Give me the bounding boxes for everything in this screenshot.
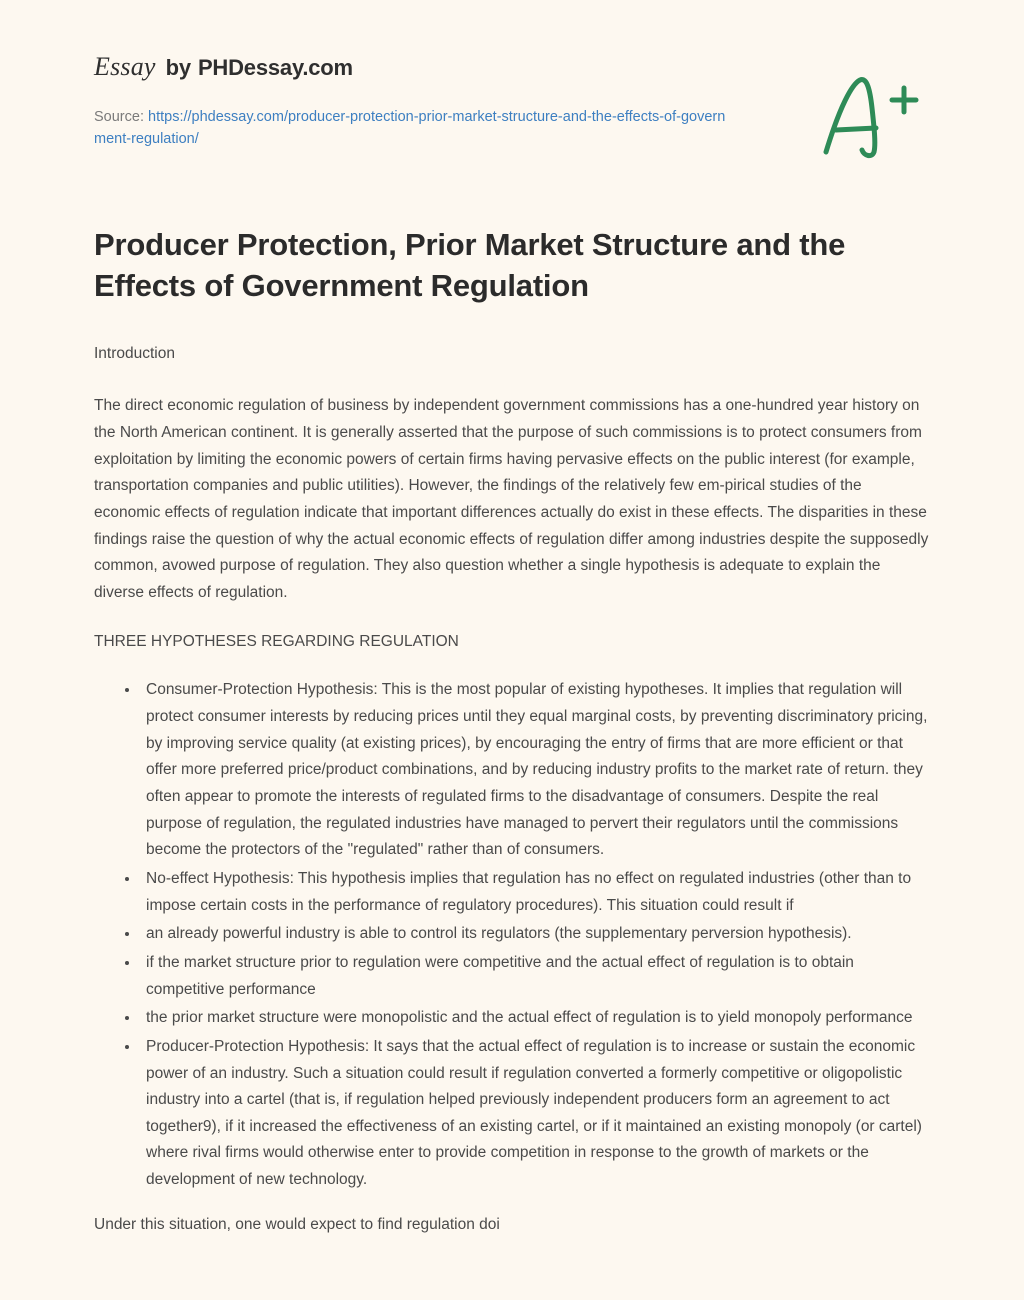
- source-line: [94, 106, 734, 151]
- list-item: • if the market structure prior to regulation were competitive and the actual effect of regulation is to obtain competitive performance: [140, 950, 930, 1003]
- list-item: • No-effect Hypothesis: This hypothesis implies that regulation has no effect on regulated industries (other than to impose certain costs in the performance of regulatory procedures). This situation could result if: [140, 866, 930, 919]
- intro-paragraph: The direct economic regulation of business by independent government commissions has a one-hundred year history on the North American continent. It is generally asserted that the purpose of such commissions is to protect consumers from exploitation by limiting the economic powers of certain firms having pervasive effects on the public interest (for example, transportation companies and public utilities). However, the findings of the relatively few em-pirical studies of the economic effects of regulation indicate that important differences actually do exist in these effects. The disparities in these findings raise the question of why the actual economic effects of regulation differ among industries despite the supposedly common, avowed purpose of regulation. They also question whether a single hypothesis is adequate to explain the diverse effects of regulation.: [94, 397, 929, 601]
- tail-paragraph: Under this situation, one would expect to find regulation doi: [94, 1215, 500, 1233]
- brand-essay-word: Essay: [94, 52, 156, 81]
- list-item: • Consumer-Protection Hypothesis: This is the most popular of existing hypotheses. It implies that regulation will protect consumer interests by reducing prices until they equal marginal costs, by preventing discriminatory pricing, by improving service quality (at existing prices), by encouraging the entry of firms that are more efficient or that offer more preferred price/product combinations, and by reducing industry profits to the market rate of return. they often appear to promote the interests of regulated firms to the disadvantage of consumers. Despite the real purpose of regulation, the regulated industries have managed to pervert their regulators until the commissions become the protectors of the "regulated" rather than of consumers.: [140, 677, 930, 864]
- site-brand[interactable]: [94, 52, 930, 82]
- brand-by-word: by: [165, 55, 191, 80]
- list-item: • Producer-Protection Hypothesis: It says that the actual effect of regulation is to increase or sustain the economic power of an industry. Such a situation could result if regulation converted a formerly competitive or oligopolistic industry into a cartel (that is, if regulation helped previously independent producers form an agreement to act together9), if it increased the effectiveness of an existing cartel, or if it maintained an existing monopoly (or cartel) where rival firms would otherwise enter to provide competition in response to the growth of markets or the development of new technology.: [140, 1034, 930, 1194]
- list-item: • an already powerful industry is able to control its regulators (the supplementary perversion hypothesis).: [140, 921, 930, 948]
- hypotheses-list: [94, 677, 930, 1193]
- list-item: • the prior market structure were monopolistic and the actual effect of regulation is to yield monopoly performance: [140, 1005, 930, 1032]
- intro-heading: Introduction: [94, 344, 175, 362]
- source-url-link[interactable]: https://phdessay.com/producer-protection-prior-market-structure-and-the-effects-of-government-regulation/: [94, 109, 726, 148]
- brand-site-name: PHDessay.com: [197, 55, 353, 80]
- source-label: Source:: [94, 109, 144, 125]
- page-title: Producer Protection, Prior Market Structure and the Effects of Government Regulation: [94, 226, 846, 303]
- section-heading: THREE HYPOTHESES REGARDING REGULATION: [94, 632, 459, 650]
- a-plus-logo-icon: [814, 70, 924, 160]
